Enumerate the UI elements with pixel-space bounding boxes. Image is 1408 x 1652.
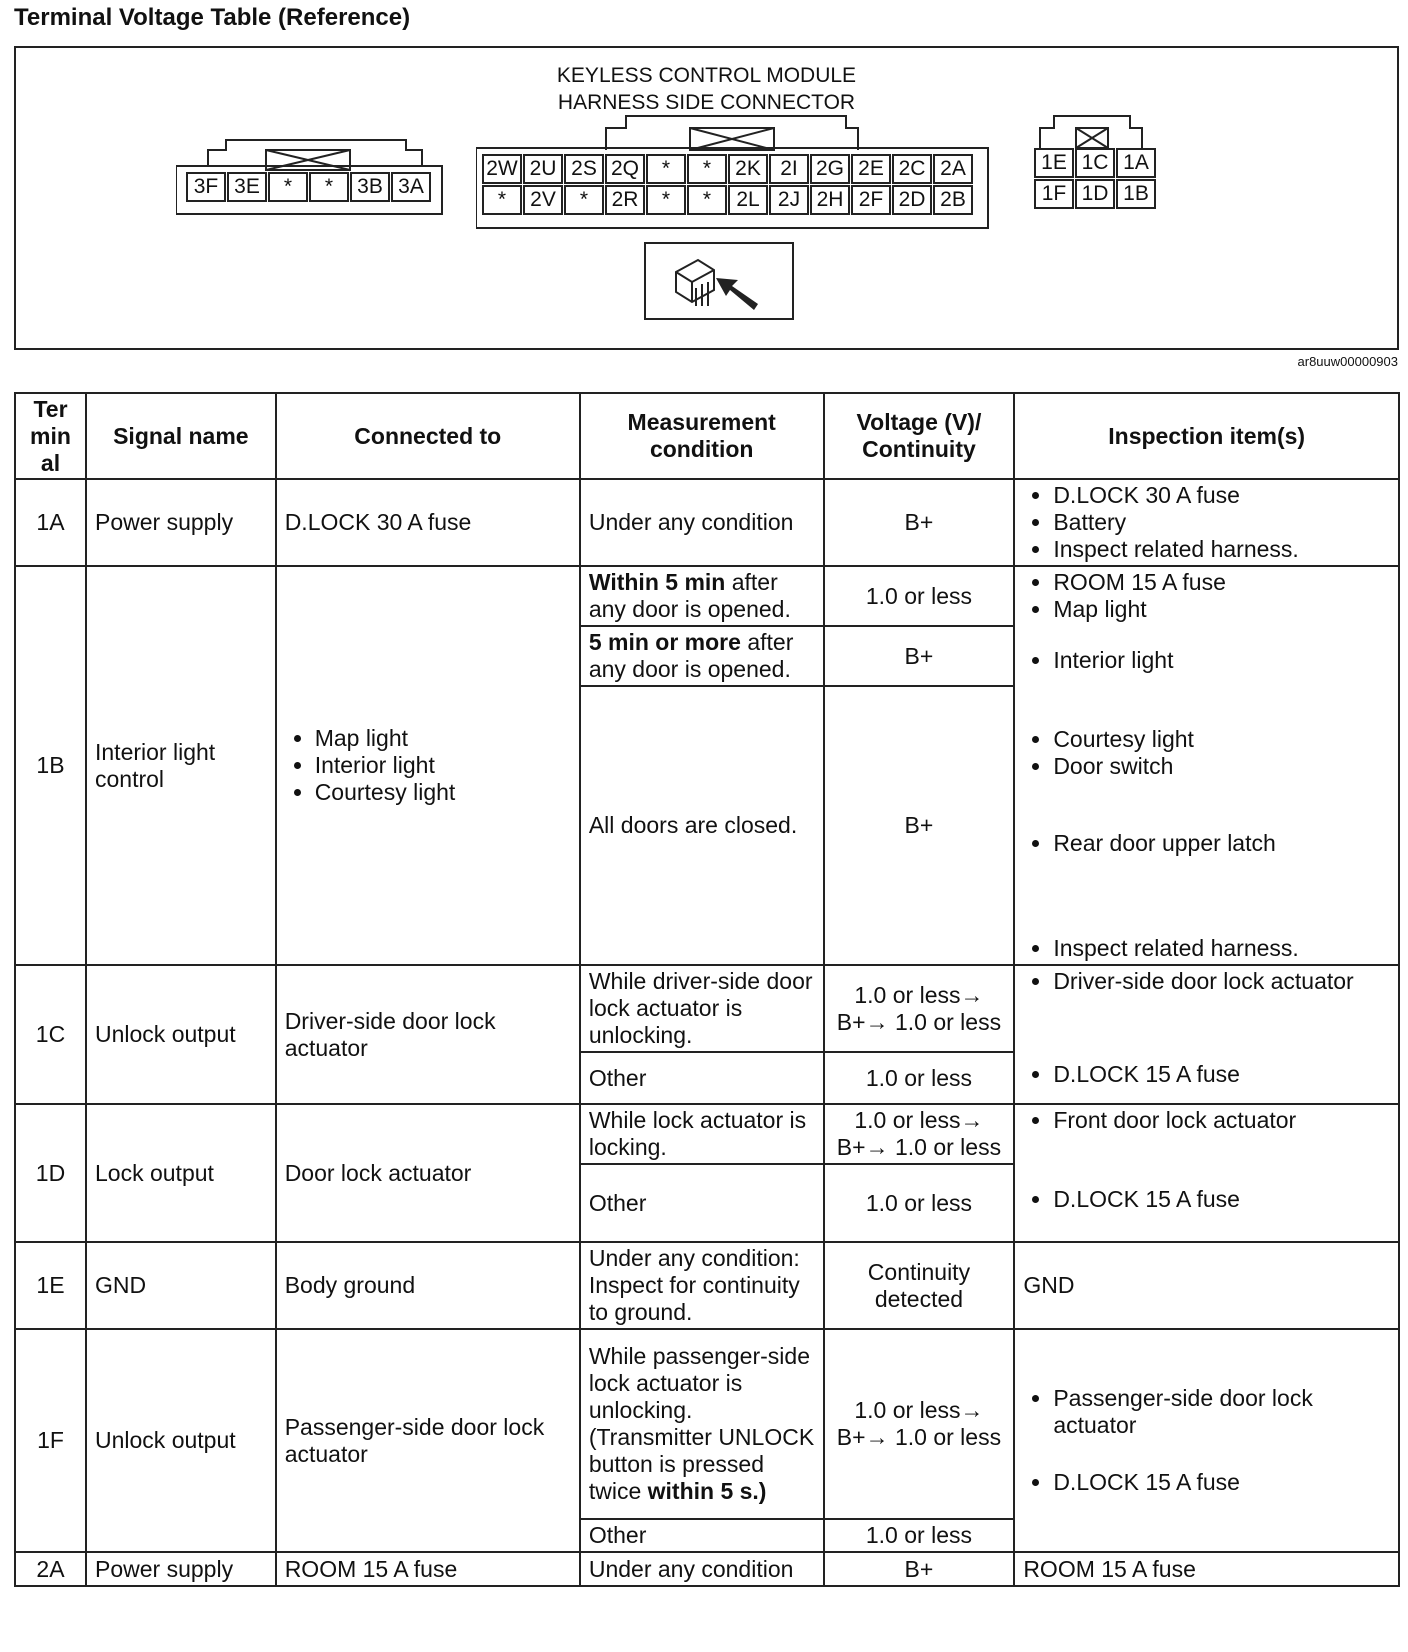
header-voltage: Voltage (V)/ Continuity [824, 393, 1015, 479]
connector-pin: * [309, 172, 349, 202]
connector-pin: 1F [1034, 179, 1074, 209]
connector-pin: 2D [892, 185, 932, 215]
diagram-caption: KEYLESS CONTROL MODULE HARNESS SIDE CONNECTOR [556, 64, 857, 114]
connector-pin: 2R [605, 185, 645, 215]
table-row: Other 1.0 or less [15, 1164, 1399, 1242]
connector-pin: * [646, 154, 686, 184]
connector-pin: 2A [933, 154, 973, 184]
connector-pin: 1A [1116, 148, 1156, 178]
table-row: Other 1.0 or less [15, 1519, 1399, 1552]
table-row: 1D Lock output Door lock actuator While lock actuator is locking. 1.0 or less→ B+→ 1.0 or less • Front door lock actuator • D.LOCK 15 A fuse [15, 1104, 1399, 1164]
connector-pin: 1C [1075, 148, 1115, 178]
connector-view-icon [644, 242, 794, 320]
connector-pin: * [687, 185, 727, 215]
connector-pin: 2B [933, 185, 973, 215]
connector-pin: 2H [810, 185, 850, 215]
table-row: 1C Unlock output Driver-side door lock actuator While driver-side door lock actuator is unlocking. 1.0 or less→ B+→ 1.0 or less • Driver-side door lock actuator • D.LOCK 15 A fuse [15, 965, 1399, 1052]
connector-pin: 3A [391, 172, 431, 202]
header-terminal: Ter min al [15, 393, 86, 479]
connector-pin: 3B [350, 172, 390, 202]
connector-pin: * [268, 172, 308, 202]
table-row: 1E GND Body ground Under any condition: Inspect for continuity to ground. Continuity detected GND [15, 1242, 1399, 1329]
connector-pin: 3E [227, 172, 267, 202]
connector-pin: 2Q [605, 154, 645, 184]
page-title: Terminal Voltage Table (Reference) [14, 4, 411, 31]
connector-pin: * [646, 185, 686, 215]
header-inspection: Inspection item(s) [1014, 393, 1399, 479]
terminal-voltage-table [14, 392, 1400, 1587]
header-connected: Connected to [276, 393, 580, 479]
header-condition: Measurement condition [580, 393, 824, 479]
connector-arrow-icon [646, 244, 792, 318]
connector-pin: 2F [851, 185, 891, 215]
connector-diagram [14, 46, 1399, 350]
connector-pin: * [564, 185, 604, 215]
connector-pin: 2C [892, 154, 932, 184]
connector-pin: 3F [186, 172, 226, 202]
connector-pin: 1D [1075, 179, 1115, 209]
connector-pin: 1E [1034, 148, 1074, 178]
table-row: 1B Interior light control • Map light • Interior light • Courtesy light Within 5 min after any door is opened. 1.0 or less • ROOM 15 A fuse • Map light • Interior light • Courtesy light • Door switch • Rear door upper latch • Inspect related harness. [15, 566, 1399, 626]
table-header-row [15, 393, 1399, 479]
connector-pin: 2I [769, 154, 809, 184]
header-signal: Signal name [86, 393, 276, 479]
table-row: 5 min or more after any door is opened. B+ [15, 626, 1399, 686]
connector-pin: 2J [769, 185, 809, 215]
table-row: Other 1.0 or less [15, 1052, 1399, 1104]
connector-pin: * [687, 154, 727, 184]
table-row: 2A Power supply ROOM 15 A fuse Under any condition B+ ROOM 15 A fuse [15, 1552, 1399, 1586]
connector-pin: 2W [482, 154, 522, 184]
connector-pin: 2U [523, 154, 563, 184]
connector-pin: 2G [810, 154, 850, 184]
connector-pin: 2S [564, 154, 604, 184]
connector-pin: 2E [851, 154, 891, 184]
connector-pin: 2V [523, 185, 563, 215]
connector-pin: 1B [1116, 179, 1156, 209]
table-row: All doors are closed. B+ [15, 686, 1399, 965]
table-row: 1F Unlock output Passenger-side door lock actuator While passenger-side lock actuator is unlocking. (Transmitter UNLOCK button is pressed twice within 5 s.) 1.0 or less→ B+→ 1.0 or less • Passenger-side door lock actuator • D.LOCK 15 A fuse [15, 1329, 1399, 1519]
connector-pin: 2K [728, 154, 768, 184]
connector-pin: 2L [728, 185, 768, 215]
table-row: 1A Power supply D.LOCK 30 A fuse Under any condition B+ • D.LOCK 30 A fuse • Battery • Inspect related harness. [15, 479, 1399, 566]
image-code: ar8uuw00000903 [1297, 354, 1398, 369]
connector-pin: * [482, 185, 522, 215]
